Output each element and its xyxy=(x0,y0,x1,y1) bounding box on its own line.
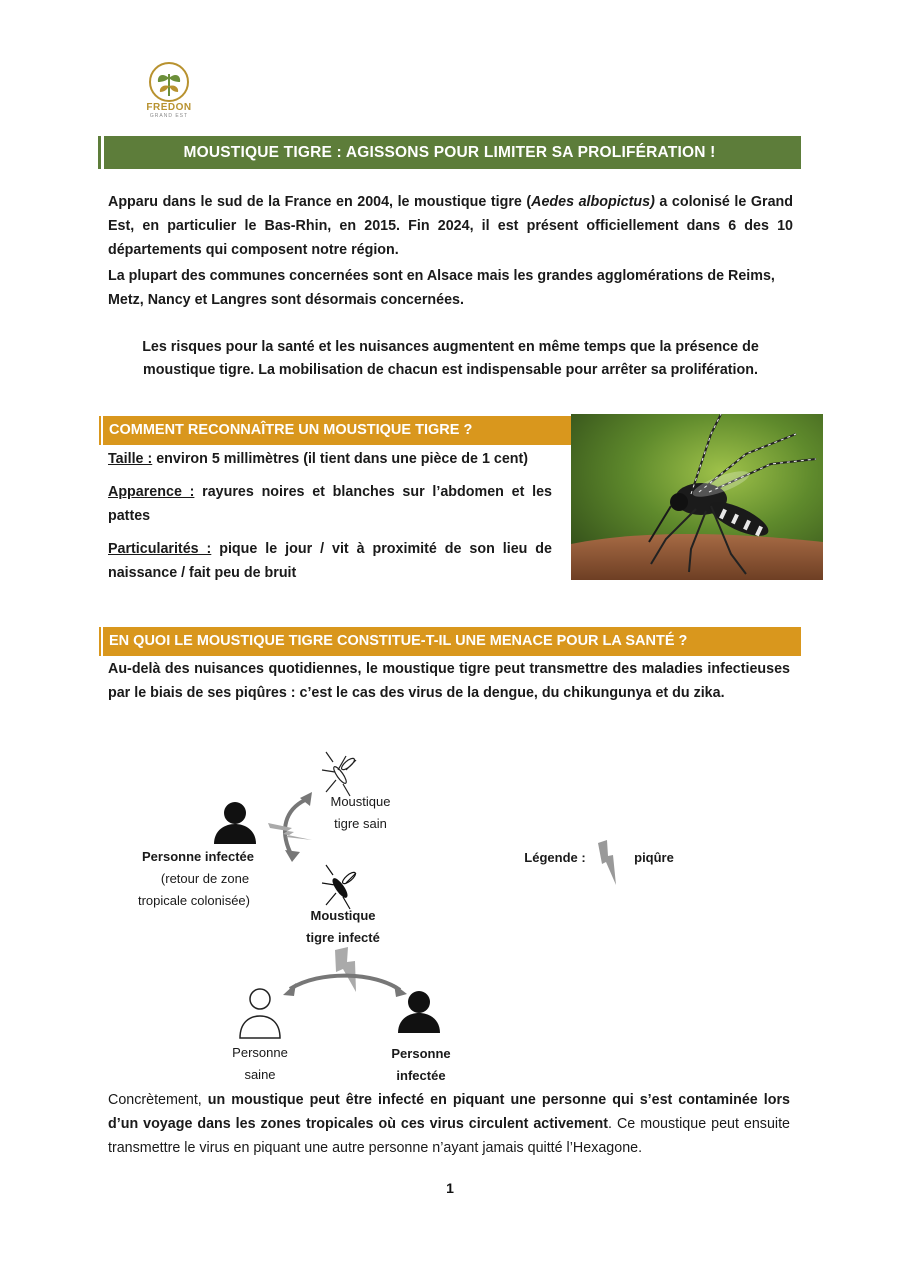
section-heading-recognize: COMMENT RECONNAÎTRE UN MOUSTIQUE TIGRE ? xyxy=(101,416,571,445)
infected-person-label: Personne infectée xyxy=(142,849,254,864)
infected-person-sub-1: (retour de zone xyxy=(160,871,250,886)
page-title: MOUSTIQUE TIGRE : AGISSONS POUR LIMITER SA PROLIFÉRATION ! xyxy=(183,144,716,161)
transmission-diagram xyxy=(0,740,899,1090)
conclusion-paragraph xyxy=(108,1088,790,1160)
health-paragraph: Au-delà des nuisances quotidiennes, le moustique tigre peut transmettre des maladies infectieuses par le biais de ses piqûres : c’est le cas des virus de la dengue, du chikungunya et du zika. xyxy=(108,661,790,701)
species-name: Aedes albopictus) xyxy=(531,194,655,210)
healthy-person-icon xyxy=(240,989,280,1038)
arrow-head-right xyxy=(394,984,407,997)
page-number: 1 xyxy=(446,1180,454,1196)
arrow-head-left xyxy=(283,983,296,996)
bite-icon-2 xyxy=(335,947,356,992)
legend-bite-icon xyxy=(598,840,616,885)
callout-line-1: Les risques pour la santé et les nuisances augmentent en même temps que la présence de xyxy=(142,339,759,355)
size-text: environ 5 millimètres (il tient dans une pièce de 1 cent) xyxy=(152,451,529,467)
infected-mosquito-label-1: Moustique xyxy=(310,908,376,923)
intro-text-1: Apparu dans le sud de la France en 2004, le moustique tigre ( xyxy=(108,194,532,210)
section-heading-health: EN QUOI LE MOUSTIQUE TIGRE CONSTITUE-T-IL UNE MENACE POUR LA SANTÉ ? xyxy=(101,627,801,656)
healthy-mosquito-label-2: tigre sain xyxy=(334,816,387,831)
infected-person-icon xyxy=(214,802,256,844)
logo-leaf-icon xyxy=(140,60,198,104)
healthy-person-label-2: saine xyxy=(244,1067,276,1082)
legend-item-bite: piqûre xyxy=(634,850,674,865)
size-line xyxy=(108,447,558,471)
logo-subtitle: GRAND EST xyxy=(149,113,189,119)
conclusion-emphasis: un moustique peut être infecté en piquant une personne qui s’est contaminée lors d’un voyage dans les zones tropicales où ces virus circulent activement xyxy=(108,1092,790,1132)
intro-text-2: a colonisé le Grand Est, en particulier le Bas-Rhin, en 2015. Fin 2024, il est présent officiellement dans 6 des 10 départements qui composent notre région. xyxy=(108,194,793,258)
appearance-label: Apparence : xyxy=(108,484,195,500)
healthy-person-label-1: Personne xyxy=(232,1045,288,1060)
callout-line-2: moustique tigre. La mobilisation de chacun est indispensable pour arrêter sa prolifération. xyxy=(143,362,758,378)
conclusion-text-1: Concrètement, xyxy=(108,1092,208,1108)
infected-mosquito-label-2: tigre infecté xyxy=(306,930,380,945)
mosquito-photo xyxy=(571,414,823,580)
traits-text: pique le jour / vit à proximité de son lieu de naissance / fait peu de bruit xyxy=(108,541,552,581)
conclusion-text-2: . Ce moustique peut ensuite transmettre le virus en piquant une autre personne n’ayant jamais quitté l’Hexagone. xyxy=(108,1116,790,1156)
infected-person-2-label-2: infectée xyxy=(396,1068,446,1083)
size-label: Taille : xyxy=(108,451,153,467)
traits-label: Particularités : xyxy=(108,541,212,557)
healthy-mosquito-icon xyxy=(322,752,356,796)
intro-paragraph xyxy=(108,190,793,262)
bite-icon xyxy=(268,823,312,840)
infected-person-sub-2: tropicale colonisée) xyxy=(137,893,250,908)
infected-person-2-icon xyxy=(398,991,440,1033)
legend-label: Légende : xyxy=(524,850,586,865)
spread-arrows xyxy=(290,976,400,990)
infected-person-2-label-1: Personne xyxy=(391,1046,451,1061)
intro-paragraph-2: La plupart des communes concernées sont en Alsace mais les grandes agglomérations de Reims, Metz, Nancy et Langres sont désormais concernées. xyxy=(108,268,775,308)
healthy-mosquito-label-1: Moustique xyxy=(330,794,391,809)
appearance-line xyxy=(108,480,552,528)
appearance-text: rayures noires et blanches sur l’abdomen et les pattes xyxy=(108,484,552,524)
logo-wordmark: FREDON xyxy=(146,102,192,113)
infected-mosquito-icon xyxy=(322,865,357,909)
traits-line xyxy=(108,537,552,585)
